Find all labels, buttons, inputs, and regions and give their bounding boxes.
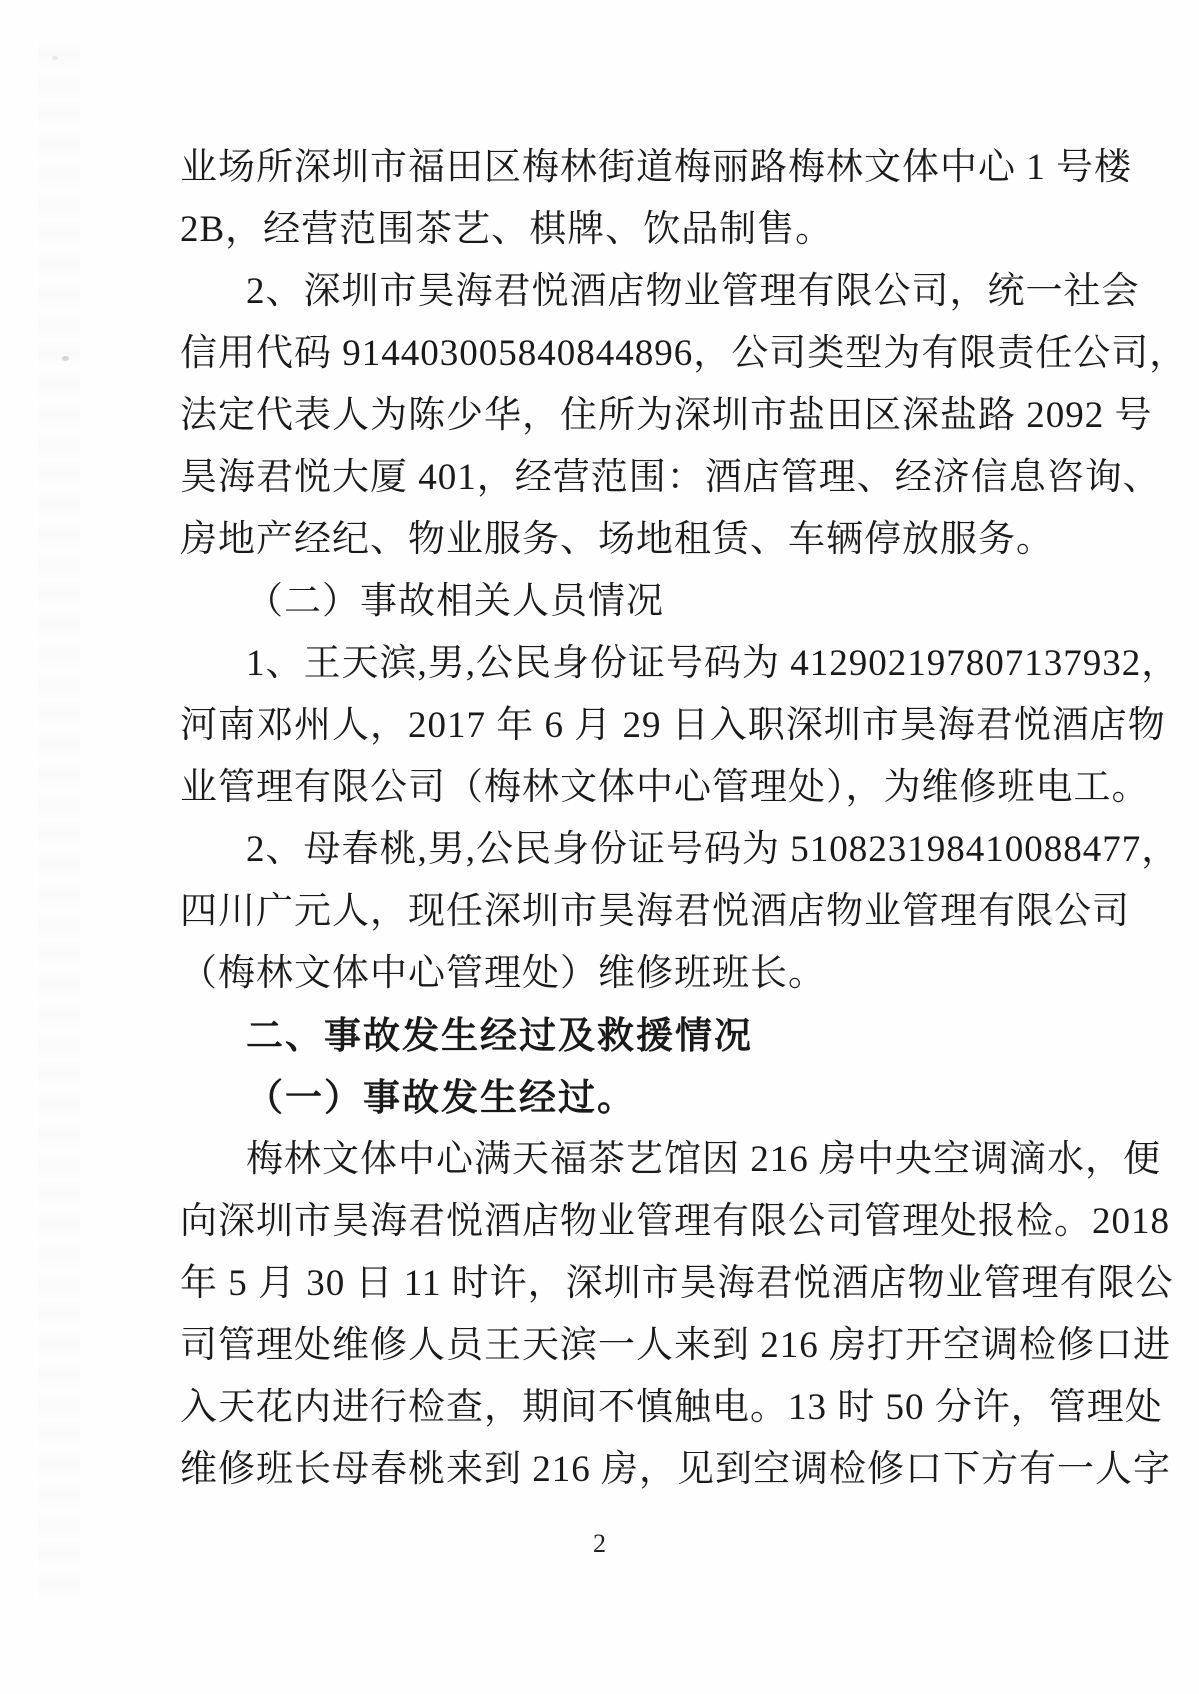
scan-speck [52,56,58,60]
text-line: 司管理处维修人员王天滨一人来到 216 房打开空调检修口进 [180,1325,1171,1366]
document-text-block [180,137,1188,1501]
text-line: （梅林文体中心管理处）维修班班长。 [180,953,826,994]
paragraph-start: 1、王天滨,男,公民身份证号码为 412902197807137932， [246,643,1180,684]
text-line: 河南邓州人，2017 年 6 月 29 日入职深圳市昊海君悦酒店物 [180,705,1166,746]
text-line: 业管理有限公司（梅林文体中心管理处），为维修班电工。 [180,767,1150,808]
text-line: 2B，经营范围茶艺、棋牌、饮品制售。 [180,209,834,250]
scan-edge-artifact [38,40,80,1600]
subsection-heading: （二）事故相关人员情况 [246,581,664,622]
paragraph-start: 梅林文体中心满天福茶艺馆因 216 房中央空调滴水，便 [246,1139,1161,1180]
text-line: 房地产经纪、物业服务、场地租赁、车辆停放服务。 [180,519,1054,560]
text-line: 四川广元人，现任深圳市昊海君悦酒店物业管理有限公司 [180,891,1130,932]
subsection-heading: （一）事故发生经过。 [246,1077,636,1118]
text-line: 法定代表人为陈少华，住所为深圳市盐田区深盐路 2092 号 [180,395,1153,436]
text-line: 入天花内进行检查，期间不慎触电。13 时 50 分许，管理处 [180,1387,1163,1428]
text-line: 业场所深圳市福田区梅林街道梅丽路梅林文体中心 1 号楼 [180,147,1132,188]
text-line: 昊海君悦大厦 401，经营范围：酒店管理、经济信息咨询、 [180,457,1161,498]
text-line: 年 5 月 30 日 11 时许，深圳市昊海君悦酒店物业管理有限公 [180,1263,1174,1304]
page-number: 2 [593,1529,606,1558]
scan-speck [62,356,69,361]
text-line: 向深圳市昊海君悦酒店物业管理有限公司管理处报检。2018 [180,1201,1170,1242]
paragraph-start: 2、深圳市昊海君悦酒店物业管理有限公司，统一社会 [246,271,1140,312]
text-line: 信用代码 914403005840844896，公司类型为有限责任公司， [180,333,1188,374]
paragraph-start: 2、母春桃,男,公民身份证号码为 510823198410088477， [246,829,1180,870]
section-heading: 二、事故发生经过及救援情况 [246,1015,753,1056]
text-line: 维修班长母春桃来到 216 房，见到空调检修口下方有一人字 [180,1449,1171,1490]
